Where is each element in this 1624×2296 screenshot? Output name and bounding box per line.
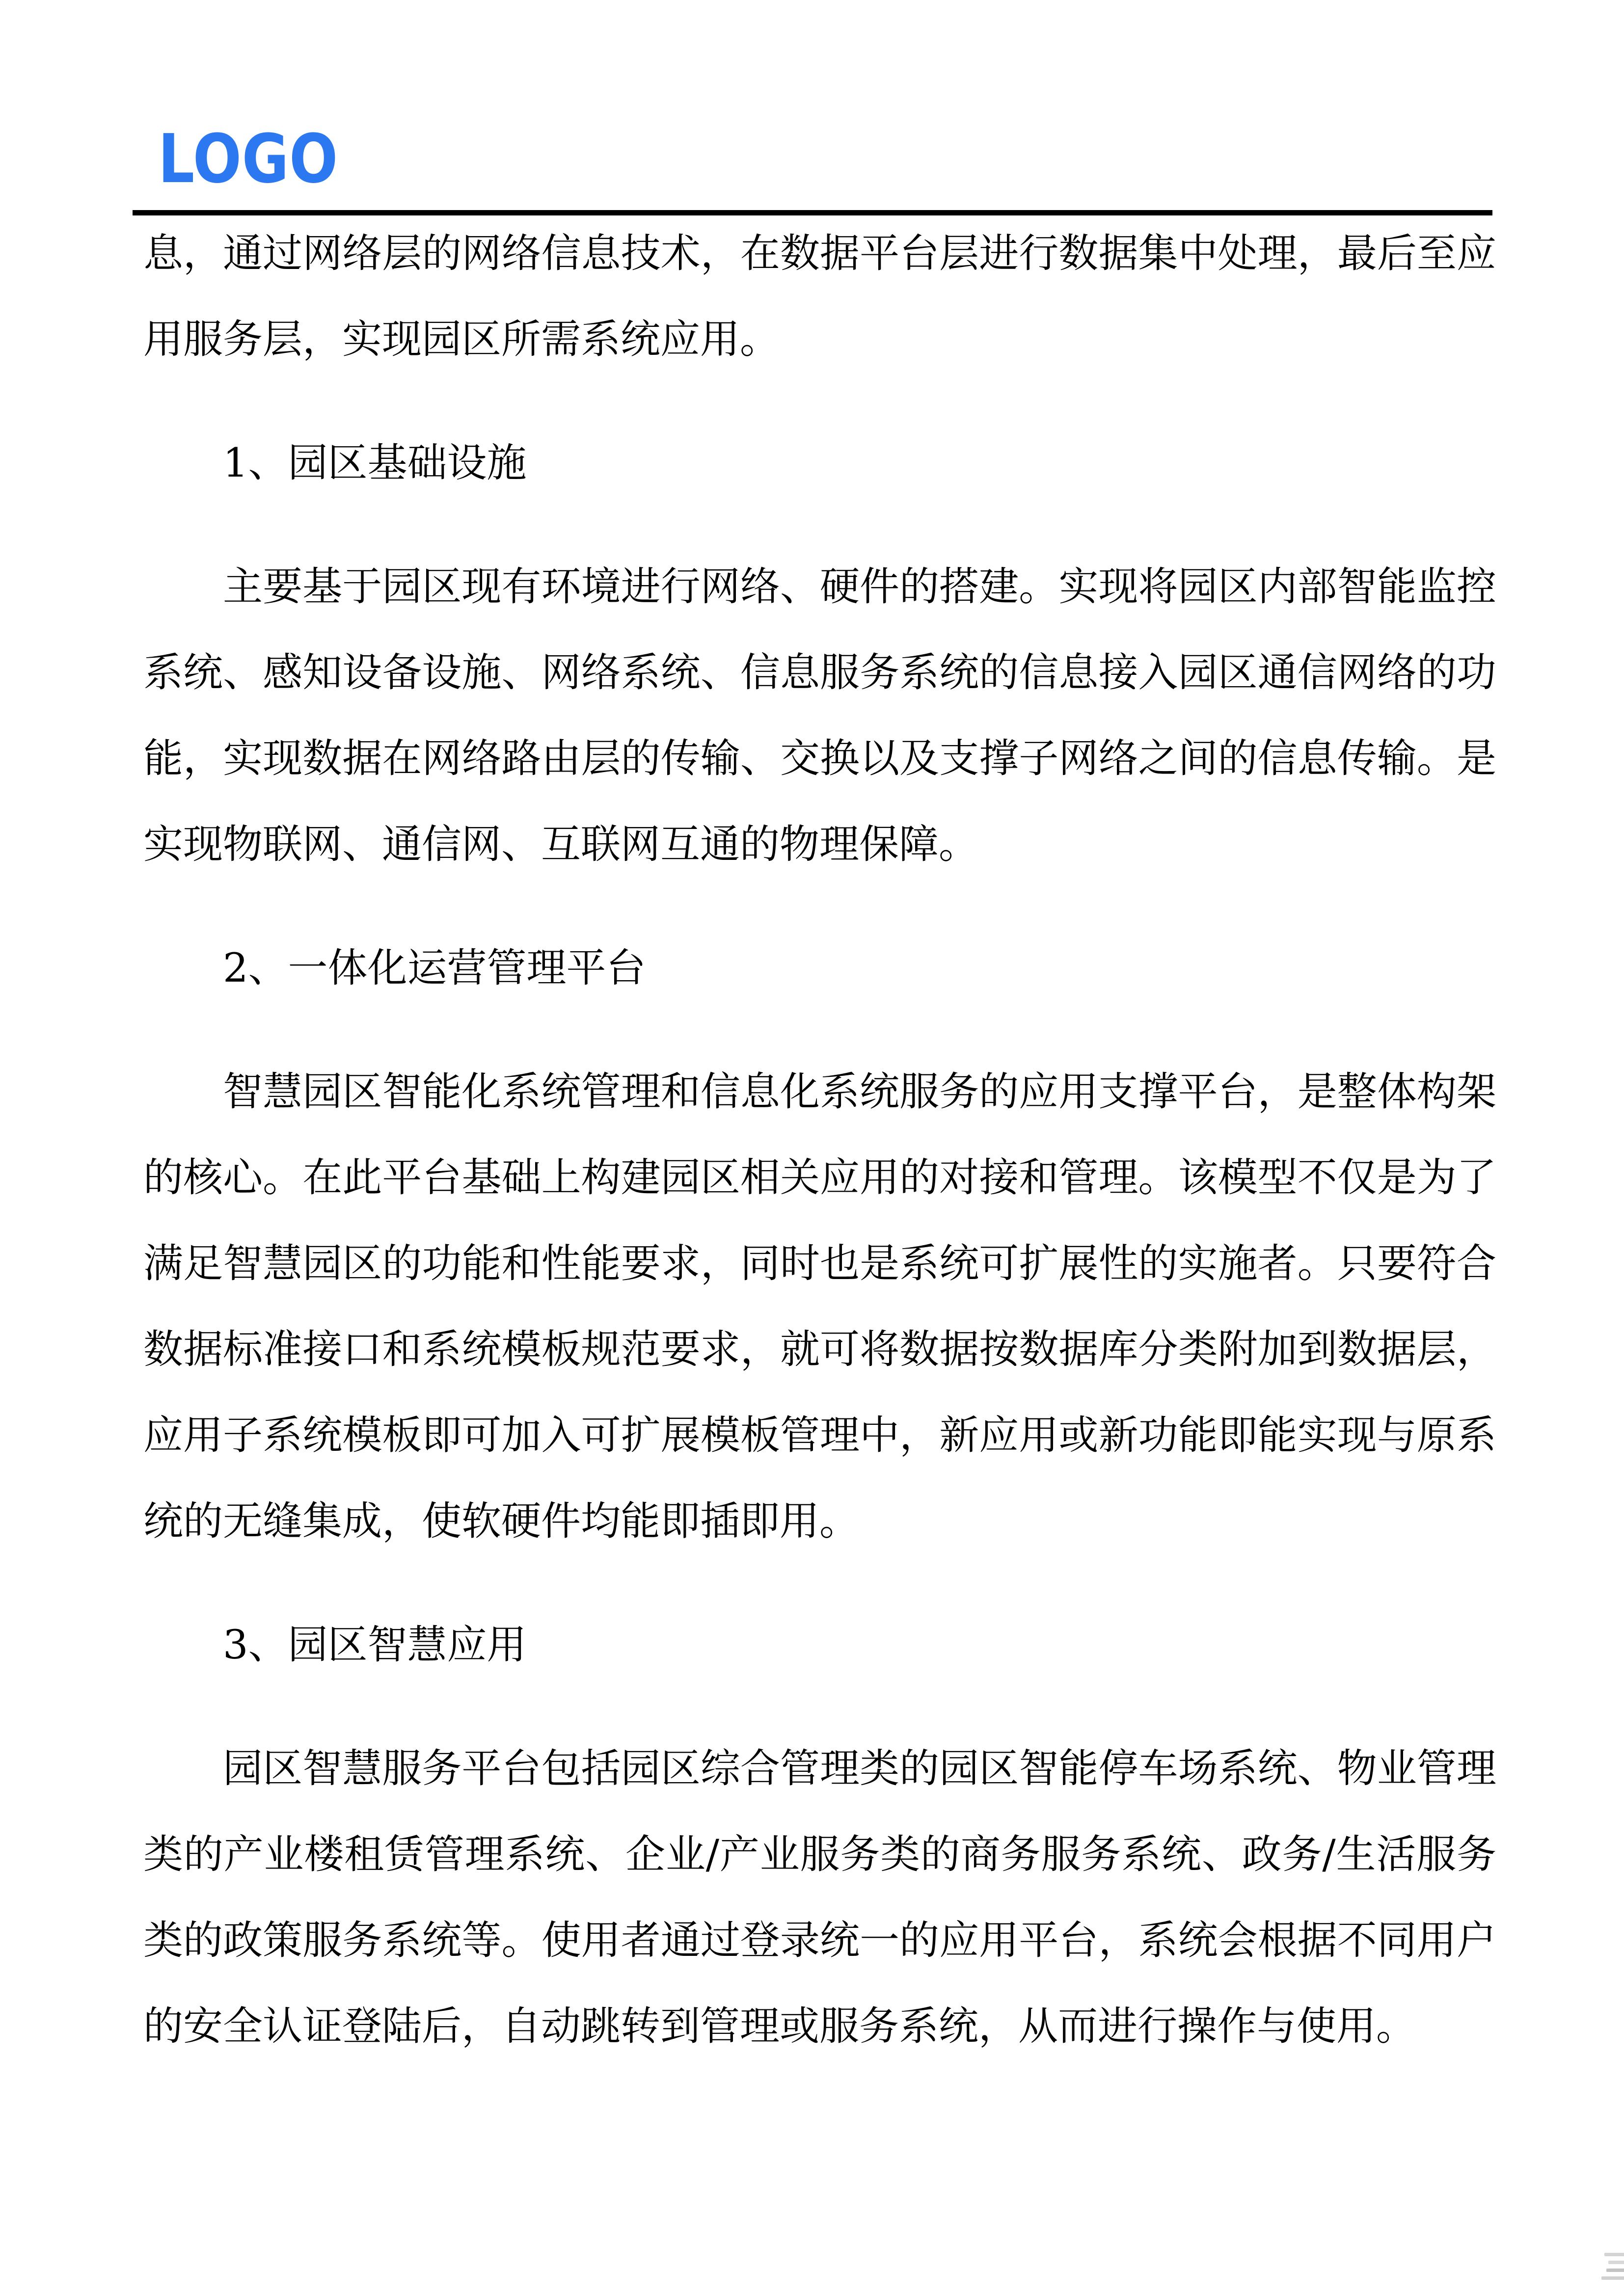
artifact-stroke bbox=[1601, 2276, 1624, 2280]
artifact-stroke bbox=[1606, 2269, 1624, 2272]
section-heading-2: 2、一体化运营管理平台 bbox=[223, 945, 646, 991]
document-body bbox=[143, 211, 1496, 2070]
body-paragraph-intro: 息，通过网络层的网络信息技术，在数据平台层进行数据集中处理，最后至应用服务层，实现园区所需系统应用。 bbox=[143, 231, 1496, 363]
section-heading-1: 1、园区基础设施 bbox=[223, 440, 527, 486]
section-heading-3: 3、园区智慧应用 bbox=[223, 1622, 527, 1668]
artifact-stroke bbox=[1608, 2261, 1624, 2264]
body-paragraph-infrastructure: 主要基于园区现有环境进行网络、硬件的搭建。实现将园区内部智能监控系统、感知设备设施、网络系统、信息服务系统的信息接入园区通信网络的功能，实现数据在网络路由层的传输、交换以及支撑子网络之间的信息传输。是实现物联网、通信网、互联网互通的物理保障。 bbox=[143, 564, 1496, 868]
logo-text: LOGO bbox=[158, 120, 339, 198]
body-paragraph-platform: 智慧园区智能化系统管理和信息化系统服务的应用支撑平台，是整体构架的核心。在此平台基础上构建园区相关应用的对接和管理。该模型不仅是为了满足智慧园区的功能和性能要求，同时也是系统可扩展性的实施者。只要符合数据标准接口和系统模板规范要求，就可将数据按数据库分类附加到数据层，应用子系统模板即可加入可扩展模板管理中，新应用或新功能即能实现与原系统的无缝集成，使软硬件均能即插即用。 bbox=[143, 1069, 1496, 1545]
body-paragraph-applications: 园区智慧服务平台包括园区综合管理类的园区智能停车场系统、物业管理类的产业楼租赁管理系统、企业/产业服务类的商务服务系统、政务/生活服务类的政策服务系统等。使用者通过登录统一的应用平台，系统会根据不同用户的安全认证登陆后，自动跳转到管理或服务系统，从而进行操作与使用。 bbox=[143, 1746, 1496, 2050]
artifact-stroke bbox=[1604, 2253, 1624, 2256]
page-edge-artifact bbox=[1600, 2253, 1624, 2284]
